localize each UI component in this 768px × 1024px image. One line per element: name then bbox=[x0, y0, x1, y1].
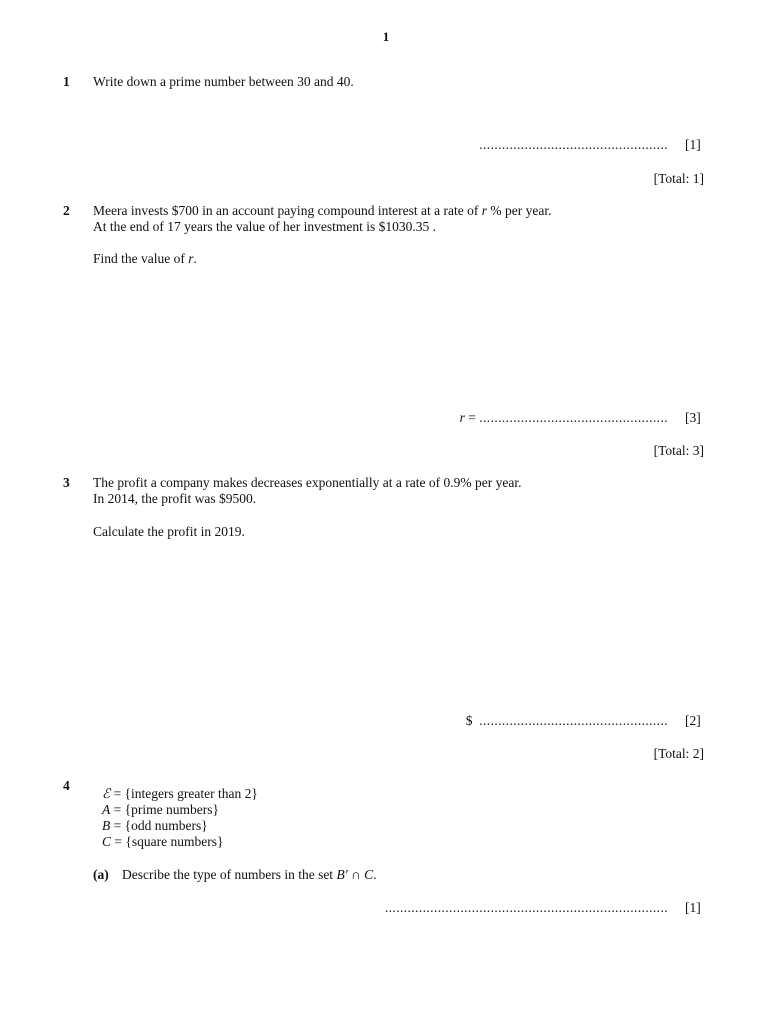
question-3-number: 3 bbox=[63, 475, 70, 490]
set-definition: = {square numbers} bbox=[111, 834, 224, 849]
set-a bbox=[102, 802, 219, 818]
set-b bbox=[102, 818, 208, 834]
question-4a-text-end: . bbox=[373, 867, 377, 882]
question-2-line-3 bbox=[93, 251, 197, 267]
question-2-line-1-end: % per year. bbox=[487, 203, 552, 218]
question-4a-answer-line[interactable] bbox=[385, 900, 668, 916]
question-2-total: [Total: 3] bbox=[653, 443, 704, 458]
question-2-line-3-end: . bbox=[193, 251, 197, 266]
question-4a-text bbox=[122, 867, 376, 883]
question-2-answer-line[interactable] bbox=[460, 410, 668, 426]
answer-dots: .................................................. bbox=[479, 713, 668, 728]
set-symbol: B bbox=[102, 818, 111, 833]
question-2-line-3-start: Find the value of bbox=[93, 251, 189, 266]
answer-dots: ........................................................................... bbox=[384, 900, 668, 915]
set-definition: = {prime numbers} bbox=[110, 802, 219, 817]
question-4a-label: (a) bbox=[93, 867, 109, 882]
question-3-line-1: The profit a company makes decreases exponentially at a rate of 0.9% per year. bbox=[93, 475, 522, 490]
set-c bbox=[102, 834, 223, 850]
question-3-total: [Total: 2] bbox=[653, 746, 704, 761]
question-1-number: 1 bbox=[63, 74, 70, 89]
question-1-total: [Total: 1] bbox=[653, 171, 704, 186]
set-definition: = {odd numbers} bbox=[110, 818, 208, 833]
question-1-marks: [1] bbox=[685, 137, 701, 152]
question-2-marks: [3] bbox=[685, 410, 701, 425]
question-4-number: 4 bbox=[63, 778, 70, 793]
set-definition: = {integers greater than 2} bbox=[110, 786, 258, 801]
answer-equals: = bbox=[464, 410, 480, 425]
question-3-line-3: Calculate the profit in 2019. bbox=[93, 524, 245, 539]
question-2-number: 2 bbox=[63, 203, 70, 218]
question-1-text: Write down a prime number between 30 and 40. bbox=[93, 74, 354, 89]
question-3-line-2: In 2014, the profit was $9500. bbox=[93, 491, 257, 506]
answer-currency: $ bbox=[465, 713, 473, 728]
answer-dots: .................................................. bbox=[479, 410, 668, 425]
answer-dots: .................................................. bbox=[479, 137, 668, 152]
question-2-line-1 bbox=[93, 203, 552, 219]
answer-variable: r bbox=[459, 410, 465, 425]
question-4a-text-start: Describe the type of numbers in the set bbox=[122, 867, 337, 882]
question-3-marks: [2] bbox=[685, 713, 701, 728]
question-3-answer-line[interactable] bbox=[466, 713, 668, 729]
question-1-answer-line[interactable] bbox=[479, 137, 668, 153]
set-expression: B' ∩ C bbox=[336, 867, 374, 882]
variable-r: r bbox=[188, 251, 194, 266]
variable-r: r bbox=[481, 203, 488, 218]
set-symbol: A bbox=[102, 802, 111, 817]
question-2-line-2: At the end of 17 years the value of her investment is $1030.35 . bbox=[93, 219, 437, 234]
set-symbol: C bbox=[102, 834, 112, 849]
set-symbol: ℰ bbox=[102, 786, 111, 801]
page-number: 1 bbox=[382, 29, 390, 44]
question-4a-marks: [1] bbox=[685, 900, 701, 915]
set-universal bbox=[102, 786, 258, 802]
question-2-line-1-start: Meera invests $700 in an account paying compound interest at a rate of bbox=[93, 203, 482, 218]
